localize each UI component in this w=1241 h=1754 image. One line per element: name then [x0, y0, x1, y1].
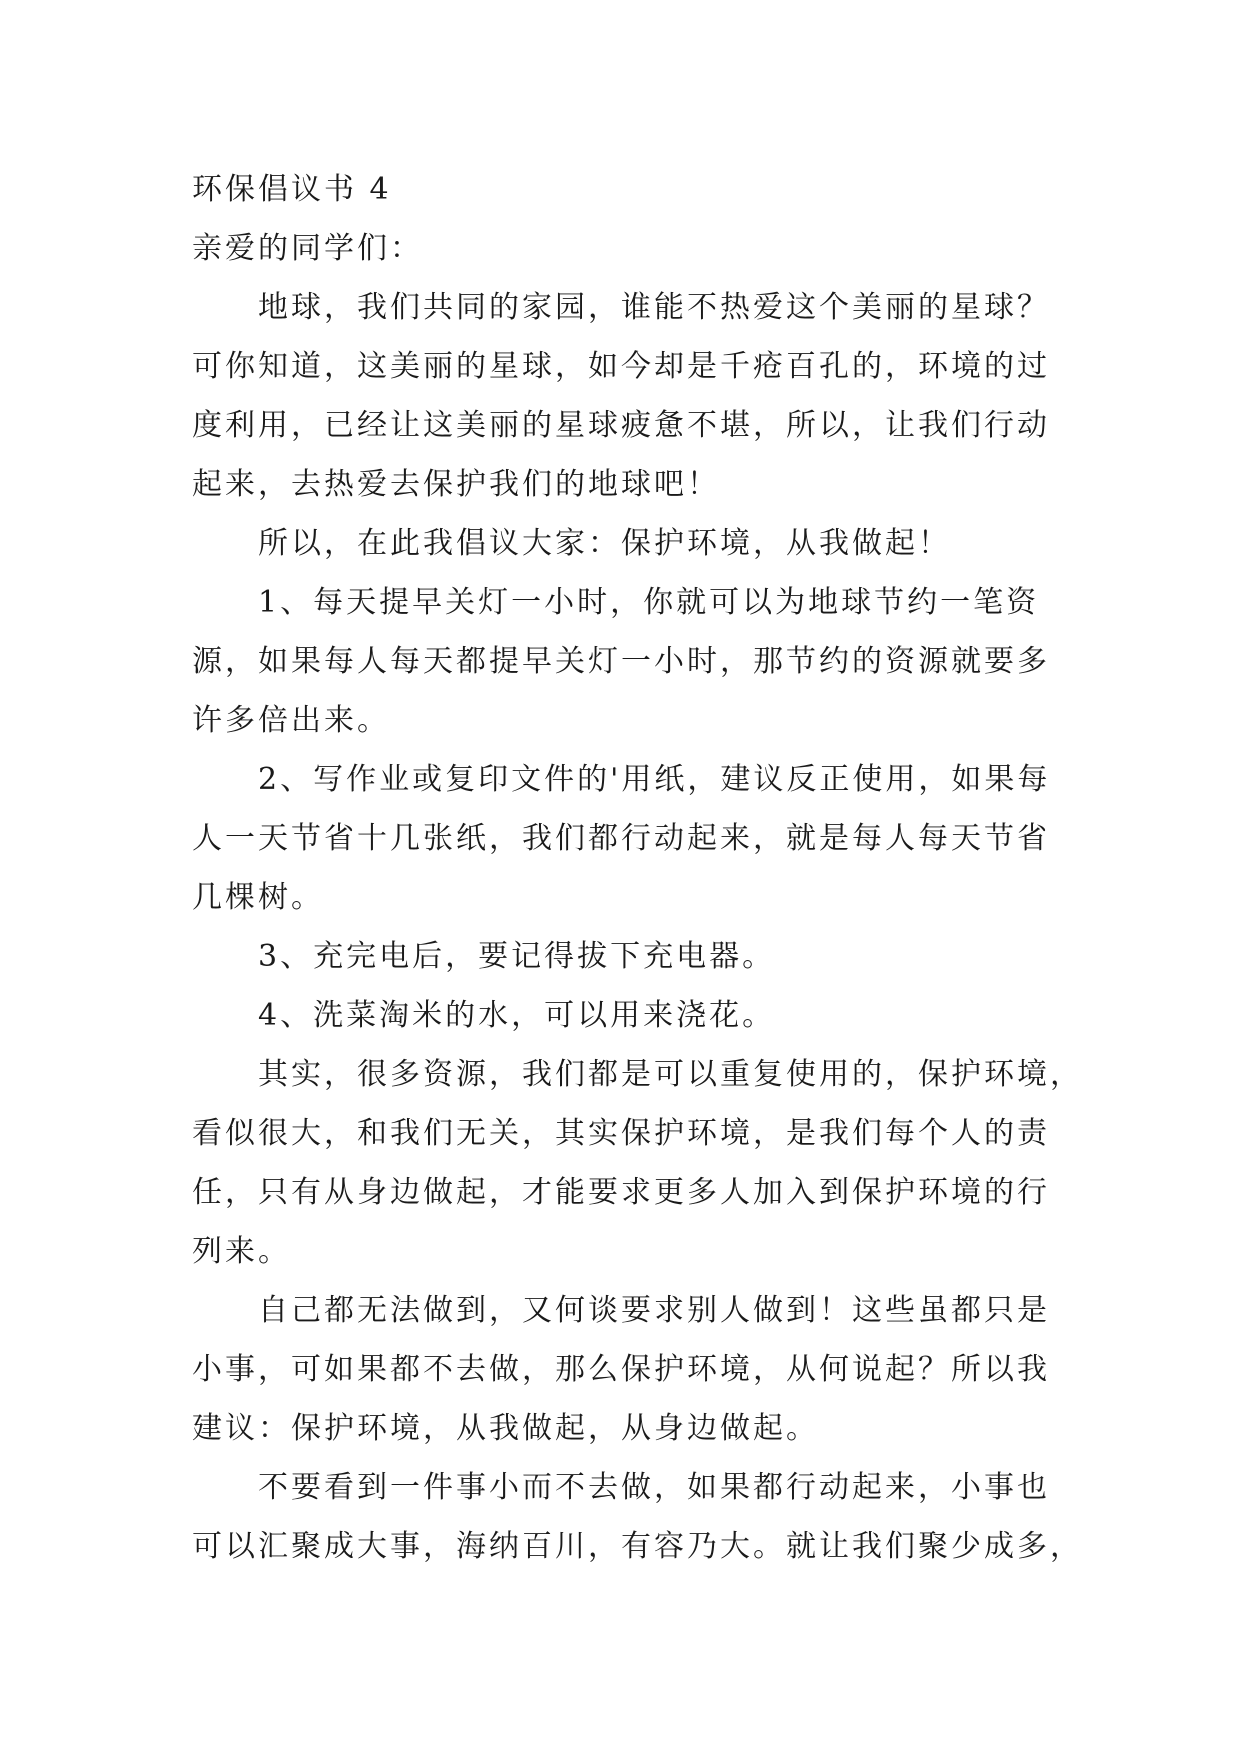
item-1-line-2: 源，如果每人每天都提早关灯一小时，那节约的资源就要多 [192, 644, 1050, 679]
document-title: 环保倡议书 4 [192, 172, 392, 207]
paragraph-3-line-1: 其实，很多资源，我们都是可以重复使用的，保护环境， [258, 1057, 1083, 1092]
item-4-line-1: 4、洗菜淘米的水，可以用来浇花。 [258, 998, 776, 1033]
paragraph-1-line-2: 可你知道，这美丽的星球，如今却是千疮百孔的，环境的过 [192, 349, 1050, 384]
item-3-line-1: 3、充完电后，要记得拔下充电器。 [258, 939, 776, 974]
paragraph-4-line-2: 小事，可如果都不去做，那么保护环境，从何说起？所以我 [192, 1352, 1050, 1387]
paragraph-1-line-3: 度利用，已经让这美丽的星球疲惫不堪，所以，让我们行动 [192, 408, 1050, 443]
document-body [192, 160, 1083, 1576]
paragraph-3-line-3: 任，只有从身边做起，才能要求更多人加入到保护环境的行 [192, 1175, 1050, 1210]
item-2-line-1: 2、写作业或复印文件的'用纸，建议反正使用，如果每 [258, 762, 1051, 797]
paragraph-3-line-4: 列来。 [192, 1234, 291, 1269]
salutation: 亲爱的同学们： [192, 231, 423, 266]
item-1-line-3: 许多倍出来。 [192, 703, 390, 738]
paragraph-5-line-1: 不要看到一件事小而不去做，如果都行动起来，小事也 [258, 1470, 1050, 1505]
paragraph-5-line-2: 可以汇聚成大事，海纳百川，有容乃大。就让我们聚少成多， [192, 1529, 1083, 1564]
item-1-line-1: 1、每天提早关灯一小时，你就可以为地球节约一笔资 [258, 585, 1040, 620]
item-2-line-2: 人一天节省十几张纸，我们都行动起来，就是每人每天节省 [192, 821, 1050, 856]
item-2-line-3: 几棵树。 [192, 880, 324, 915]
paragraph-3-line-2: 看似很大，和我们无关，其实保护环境，是我们每个人的责 [192, 1116, 1050, 1151]
paragraph-2-line-1: 所以，在此我倡议大家：保护环境，从我做起！ [258, 526, 951, 561]
paragraph-4-line-3: 建议：保护环境，从我做起，从身边做起。 [192, 1411, 819, 1446]
paragraph-4-line-1: 自己都无法做到，又何谈要求别人做到！这些虽都只是 [258, 1293, 1050, 1328]
paragraph-1-line-4: 起来，去热爱去保护我们的地球吧！ [192, 467, 720, 502]
paragraph-1-line-1: 地球，我们共同的家园，谁能不热爱这个美丽的星球？ [258, 290, 1050, 325]
